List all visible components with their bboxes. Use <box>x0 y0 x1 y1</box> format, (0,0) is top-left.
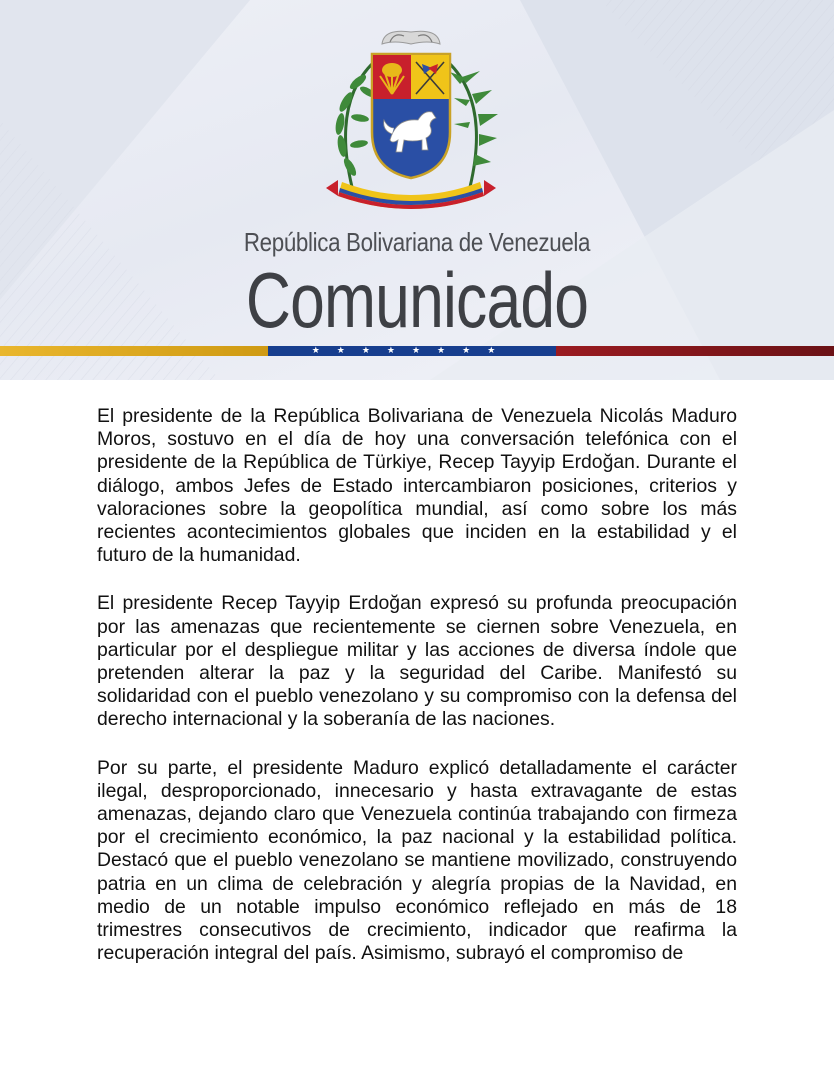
venezuela-coat-of-arms-icon <box>312 22 510 222</box>
paragraph-3: Por su parte, el presidente Maduro explicó detalladamente el carácter ilegal, desproporcionado, innecesario y hasta extravagante de estas amenazas, dejando claro que Venezuela continúa trabajando con firmeza por el crecimiento económico, la paz nacional y la estabilidad política. Destacó que el pueblo venezolano se mantiene movilizado, construyendo patria en un clima de celebración y alegría propias de la Navidad, en medio de un notable impulso económico reflejado en más de 18 trimestres consecutivos de crecimiento, indicador que reafirma la recuperación integral del país. Asimismo, subrayó el compromiso de <box>97 756 737 965</box>
paragraph-1: El presidente de la República Bolivariana de Venezuela Nicolás Maduro Moros, sostuvo en el día de hoy una conversación telefónica con el presidente de la República de Türkiye, Recep Tayyip Erdoğan. Durante el diálogo, ambos Jefes de Estado intercambiaron posiciones, criterios y valoraciones sobre la geopolítica mundial, así como sobre los más recientes acontecimientos globales que inciden en la estabilidad y el futuro de la humanidad. <box>97 405 737 567</box>
communique-body <box>97 405 737 990</box>
stars-row-icon: ★★★★★★★★ <box>311 346 513 356</box>
document-title: Comunicado <box>245 256 589 344</box>
flag-color-band <box>0 346 834 356</box>
flag-band-red <box>556 346 834 356</box>
flag-band-yellow <box>0 346 268 356</box>
paragraph-2: El presidente Recep Tayyip Erdoğan expresó su profunda preocupación por las amenazas que recientemente se ciernen sobre Venezuela, en particular por el despliegue militar y las acciones de diversa índole que pretenden alterar la paz y la seguridad del Caribe. Manifestó su solidaridad con el pueblo venezolano y su compromiso con la defensa del derecho internacional y la soberanía de las naciones. <box>97 592 737 731</box>
letterhead-header <box>0 0 834 380</box>
flag-band-blue <box>268 346 556 356</box>
country-name-subtitle: República Bolivariana de Venezuela <box>243 227 591 257</box>
